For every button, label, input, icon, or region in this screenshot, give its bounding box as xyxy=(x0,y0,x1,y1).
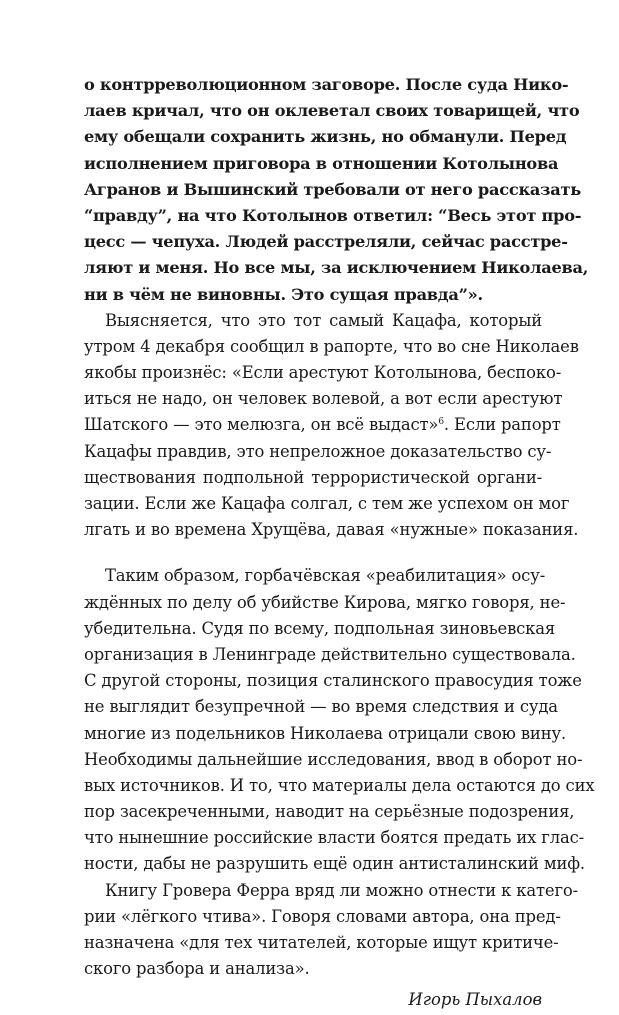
text-line: ему обещали сохранить жизнь, но обманули. Перед xyxy=(84,127,567,147)
text-segment: Шатского — это мелюзга, он всё выдаст» xyxy=(84,415,439,435)
text-line: цесс — чепуха. Людей расстреляли, сейчас расстре- xyxy=(84,232,568,252)
text-line: ждённых по делу об убийстве Кирова, мягко говоря, не- xyxy=(84,592,566,612)
text-line: пор засекреченными, наводит на серьёзные подозрения, xyxy=(84,802,575,822)
text-line: утром 4 декабря сообщил в рапорте, что во сне Николаев xyxy=(84,336,579,356)
quote-paragraph xyxy=(84,72,589,308)
text-segment: . Если рапорт xyxy=(443,415,561,435)
text-line: не выглядит безупречной — во время следствия и суда xyxy=(84,697,558,717)
text-line: организация в Ленинграде действительно существовала. xyxy=(84,644,576,664)
text-line: лаев кричал, что он оклеветал своих товарищей, что xyxy=(84,101,580,121)
text-line: назначена «для тех читателей, которые ищут критиче- xyxy=(84,933,559,952)
text-line: иться не надо, он человек волевой, а вот если арестуют xyxy=(84,389,563,409)
text-line: что нынешние российские власти боятся предать их глас- xyxy=(84,828,585,848)
text-line-with-footnote xyxy=(84,412,561,438)
text-line: ни в чём не виновны. Это сущая правда”». xyxy=(84,284,483,304)
text-line: зации. Если же Кацафа солгал, с тем же успехом он мог xyxy=(84,494,570,513)
text-line: Выясняется, что это тот самый Кацафа, который xyxy=(105,310,542,330)
footnote-marker: 6 xyxy=(438,417,444,428)
text-line: ности, дабы не разрушить ещё один антисталинский миф. xyxy=(84,854,585,874)
text-line: многие из подельников Николаева отрицали свою вину. xyxy=(84,723,567,743)
body-paragraph xyxy=(84,878,578,983)
text-line: вых источников. И то, что материалы дела остаются до сих xyxy=(84,775,595,795)
text-line: убедительна. Судя по всему, подпольная зиновьевская xyxy=(84,618,556,638)
text-line: рии «лёгкого чтива». Говоря словами автора, она пред- xyxy=(84,906,561,926)
author-signature: Игорь Пыхалов xyxy=(408,990,542,1010)
text-line: ляют и меня. Но все мы, за исключением Николаева, xyxy=(84,258,589,278)
text-line: о контрреволюционном заговоре. После суда Нико- xyxy=(84,75,569,94)
text-line: Кацафы правдив, это непреложное доказательство су- xyxy=(84,441,552,461)
text-line: “правду”, на что Котолынов ответил: “Весь этот про- xyxy=(84,205,582,225)
text-line: лгать и во времена Хрущёва, давая «нужные» показания. xyxy=(84,520,579,540)
text-line: якобы произнёс: «Если арестуют Котолынова, беспоко- xyxy=(84,363,562,383)
section-gap xyxy=(84,543,542,563)
body-paragraph xyxy=(84,308,579,544)
text-line: Агранов и Вышинский требовали от него рассказать xyxy=(84,179,581,199)
text-line: Необходимы дальнейшие исследования, ввод в оборот но- xyxy=(84,749,583,769)
text-line: Таким образом, горбачёвская «реабилитация» осу- xyxy=(105,566,546,586)
text-line: исполнением приговора в отношении Котолынова xyxy=(84,153,559,173)
book-page xyxy=(84,72,595,1015)
text-line: ского разбора и анализа». xyxy=(84,959,310,979)
text-line: ществования подпольной террористической органи- xyxy=(84,467,542,487)
body-paragraph xyxy=(84,563,595,877)
text-line: С другой стороны, позиция сталинского правосудия тоже xyxy=(84,671,582,691)
text-line: Книгу Гровера Ферра вряд ли можно отнести к катего- xyxy=(105,880,578,900)
